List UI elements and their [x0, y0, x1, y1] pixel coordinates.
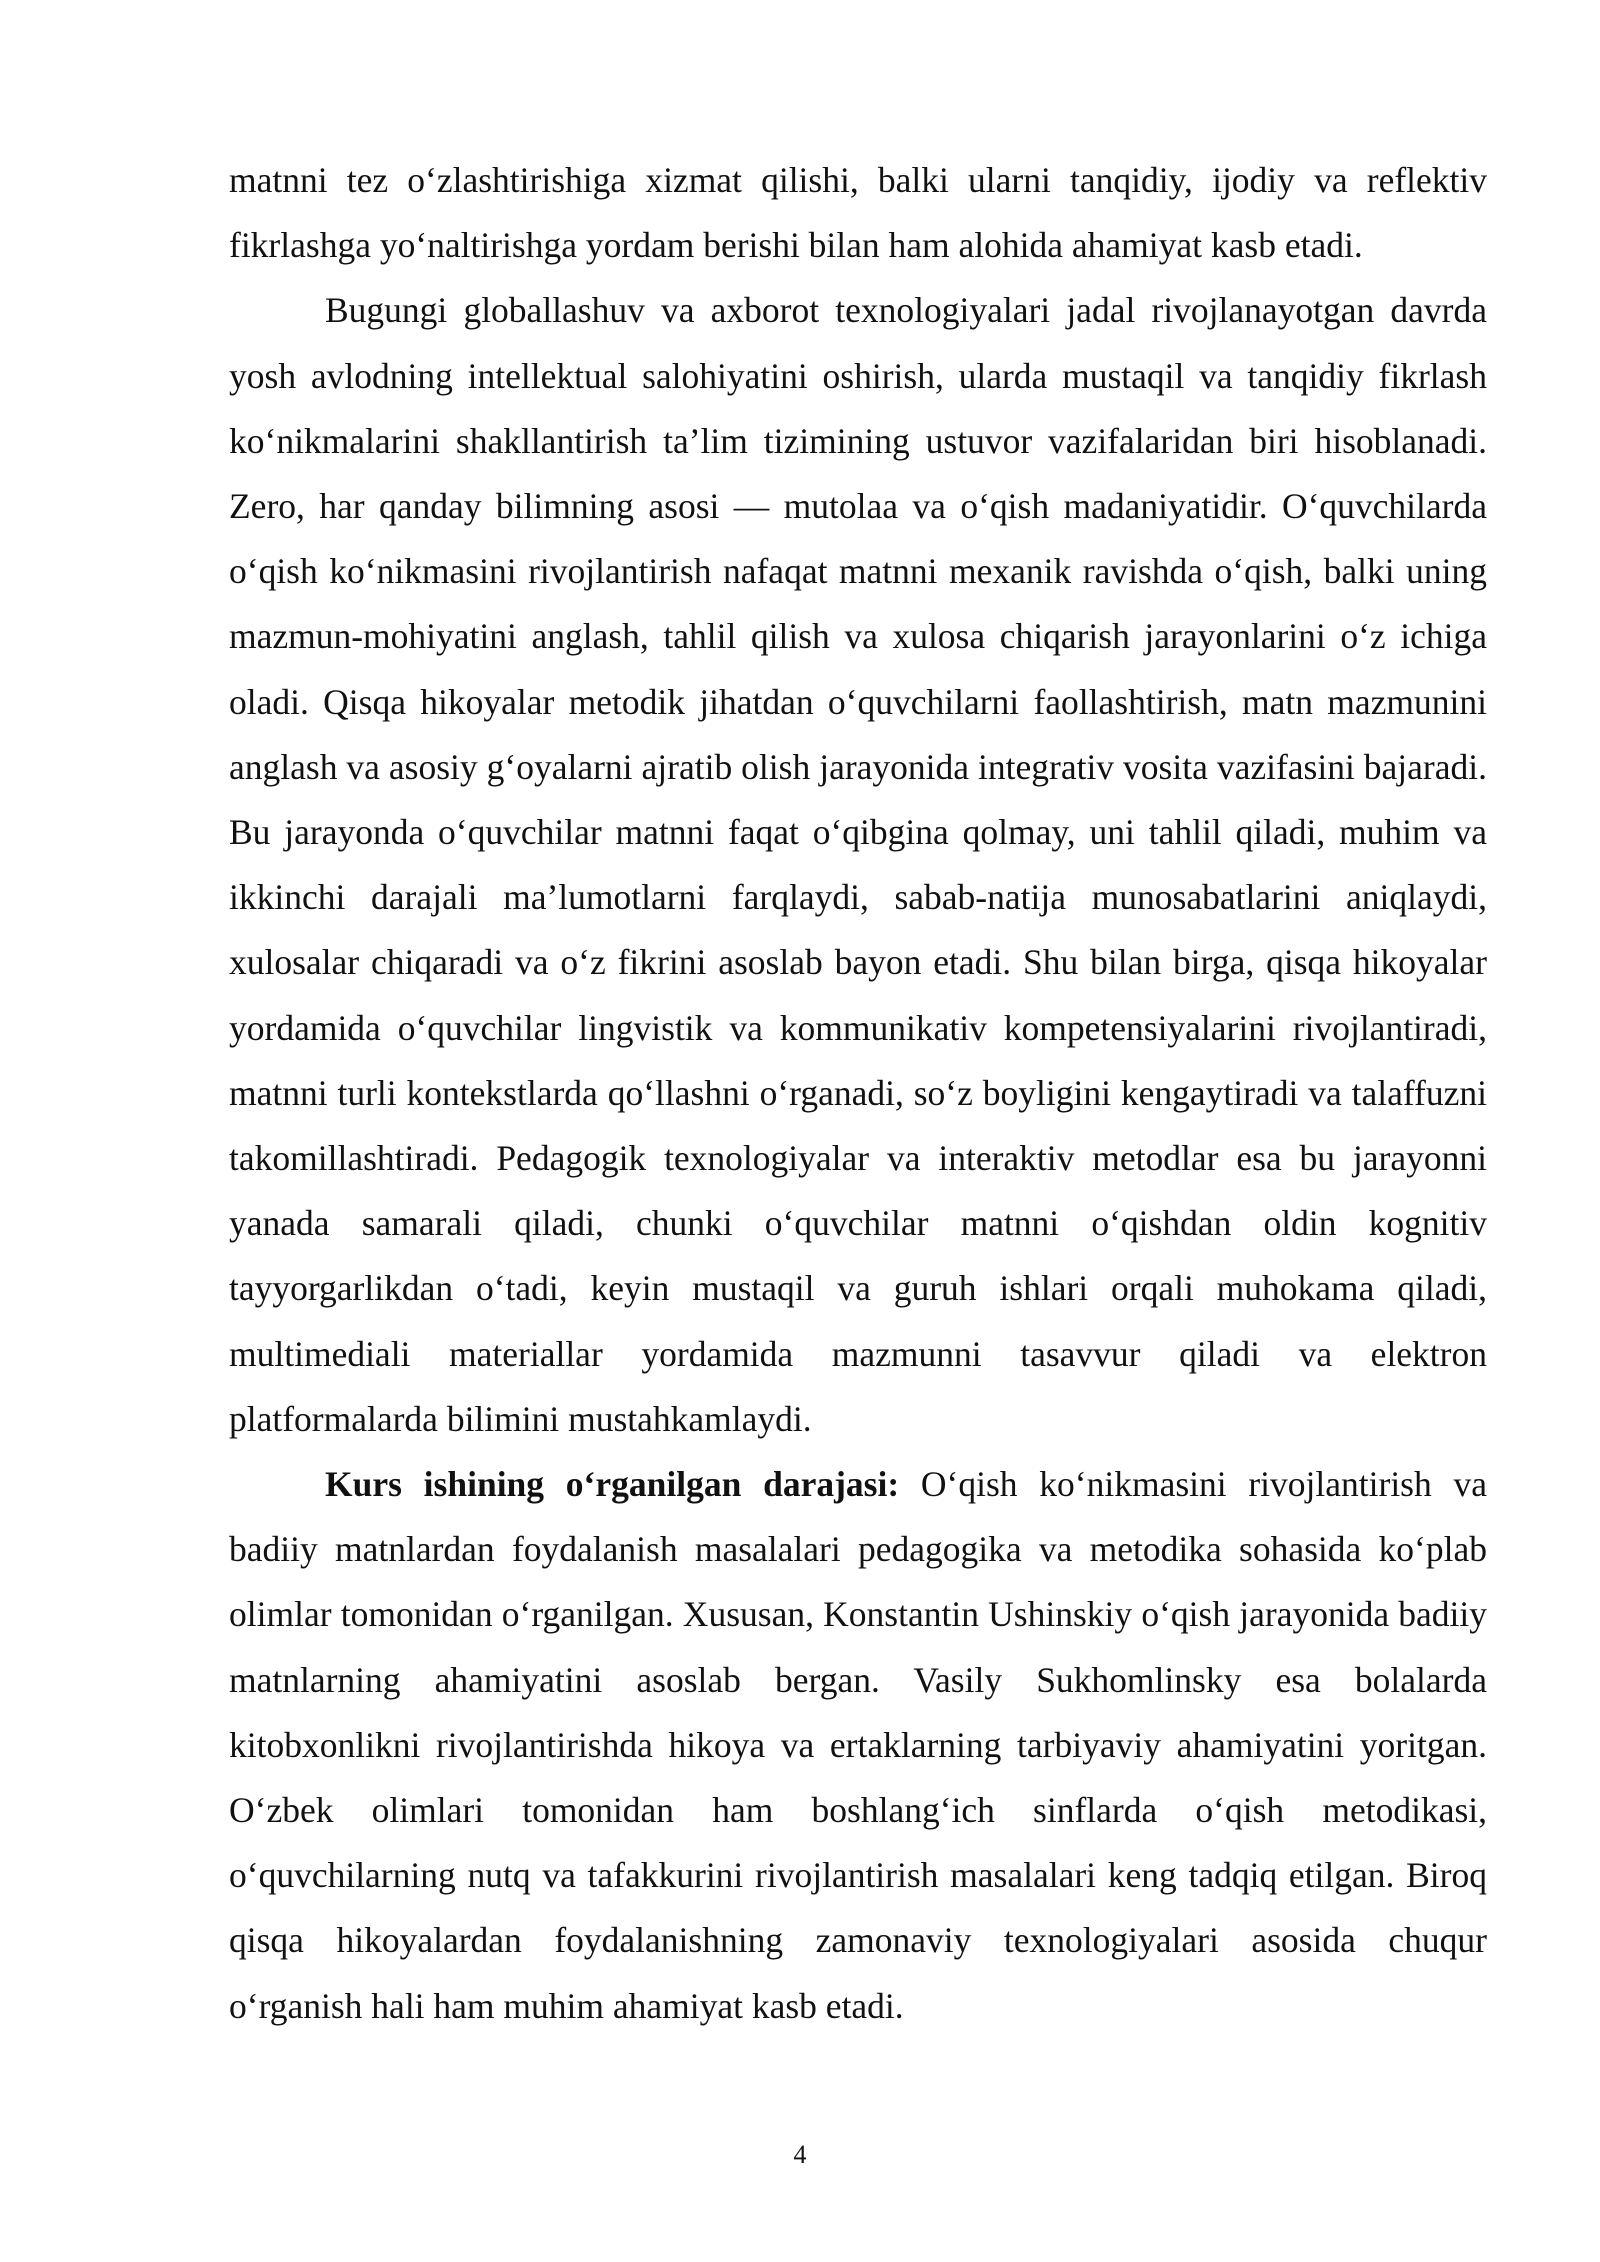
paragraph-research-level: [229, 1452, 1487, 2039]
paragraph-globalization: Bugungi globallashuv va axborot texnologiyalari jadal rivojlanayotgan davrda yosh avlodning intellektual salohiyatini oshirish, ularda mustaqil va tanqidiy fikrlash ko‘nikmalarini shakllantirish ta’lim tizimining ustuvor vazifalaridan biri hisoblanadi. Zero, har qanday bilimning asosi — mutolaa va o‘qish madaniyatidir. O‘quvchilarda o‘qish ko‘nikmasini rivojlantirish nafaqat matnni mexanik ravishda o‘qish, balki uning mazmun-mohiyatini anglash, tahlil qilish va xulosa chiqarish jarayonlarini o‘z ichiga oladi. Qisqa hikoyalar metodik jihatdan o‘quvchilarni faollashtirish, matn mazmunini anglash va asosiy g‘oyalarni ajratib olish jarayonida integrativ vosita vazifasini bajaradi. Bu jarayonda o‘quvchilar matnni faqat o‘qibgina qolmay, uni tahlil qiladi, muhim va ikkinchi darajali ma’lumotlarni farqlaydi, sabab-natija munosabatlarini aniqlaydi, xulosalar chiqaradi va o‘z fikrini asoslab bayon etadi. Shu bilan birga, qisqa hikoyalar yordamida o‘quvchilar lingvistik va kommunikativ kompetensiyalarini rivojlantiradi, matnni turli kontekstlarda qo‘llashni o‘rganadi, so‘z boyligini kengaytiradi va talaffuzni takomillashtiradi. Pedagogik texnologiyalar va interaktiv metodlar esa bu jarayonni yanada samarali qiladi, chunki o‘quvchilar matnni o‘qishdan oldin kognitiv tayyorgarlikdan o‘tadi, keyin mustaqil va guruh ishlari orqali muhokama qiladi, multimediali materiallar yordamida mazmunni tasavvur qiladi va elektron platformalarda bilimini mustahkamlaydi.: [229, 290, 1487, 1439]
document-page: [229, 148, 1487, 2039]
paragraph-research-level-body: O‘qish ko‘nikmasini rivojlantirish va badiiy matnlardan foydalanish masalalari pedagogika va metodika sohasida ko‘plab olimlar tomonidan o‘rganilgan. Xususan, Konstantin Ushinskiy o‘qish jarayonida badiiy matnlarning ahamiyatini asoslab bergan. Vasily Sukhomlinsky esa bolalarda kitobxonlikni rivojlantirishda hikoya va ertaklarning tarbiyaviy ahamiyatini yoritgan. O‘zbek olimlari tomonidan ham boshlang‘ich sinflarda o‘qish metodikasi, o‘quvchilarning nutq va tafakkurini rivojlantirish masalalari keng tadqiq etilgan. Biroq qisqa hikoyalardan foydalanishning zamonaviy texnologiyalari asosida chuqur o‘rganish hali ham muhim ahamiyat kasb etadi.: [229, 1464, 1487, 2026]
section-lead-heading: Kurs ishining o‘rganilgan darajasi:: [325, 1464, 900, 1505]
page-number: 4: [793, 2140, 807, 2169]
paragraph-continuation: matnni tez o‘zlashtirishiga xizmat qilishi, balki ularni tanqidiy, ijodiy va reflektiv fikrlashga yo‘naltirishga yordam berishi bilan ham alohida ahamiyat kasb etadi.: [229, 160, 1487, 266]
